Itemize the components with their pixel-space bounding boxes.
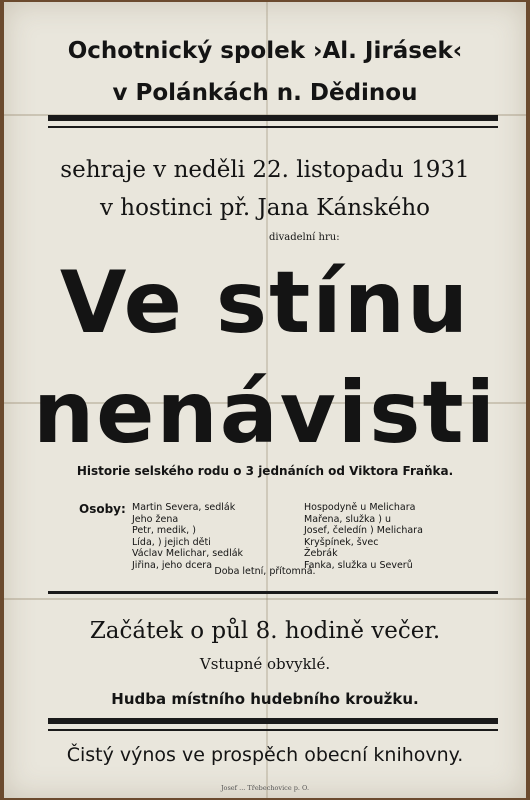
divider-rule [48, 729, 498, 731]
cast-entry: Kryšpínek, švec [304, 536, 379, 548]
play-subtitle: Historie selského rodu o 3 jednáních od Viktora Fraňka. [76, 464, 454, 478]
cast-entry: Jeho žena [132, 513, 179, 525]
cast-list-right [304, 502, 423, 571]
divider-rule [48, 126, 498, 128]
cast-entry: Lída, ) jejich děti [132, 536, 211, 548]
setting-note: Doba letní, přítomná. [214, 566, 316, 577]
event-genre: divadelní hru: [269, 232, 340, 243]
cast-entry: Josef, čeledín ) Melichara [304, 525, 423, 536]
proceeds-note: Čistý výnos ve prospěch obecní knihovny. [66, 744, 464, 766]
cast-entry: Hospodyně u Melichara [304, 502, 416, 513]
cast-entry: Žebrák [304, 548, 338, 559]
organizer-location: v Polánkách n. Dědinou [112, 80, 418, 106]
cast-entry: Fanka, služka u Severů [304, 559, 413, 571]
divider-rule [48, 591, 498, 594]
event-venue: v hostinci př. Jana Kánského [99, 195, 431, 221]
start-time: Začátek o půl 8. hodině večer. [89, 618, 441, 644]
organizer-name: Ochotnický spolek ›Al. Jirásek‹ [67, 38, 463, 64]
cast-list-left [132, 502, 243, 571]
cast-entry: Mařena, služka ) u [304, 513, 391, 525]
divider-rule [48, 718, 498, 724]
event-date: sehraje v neděli 22. listopadu 1931 [60, 157, 470, 183]
cast-entry: Václav Melichar, sedlák [132, 548, 244, 559]
cast-entry: Petr, medik, ) [132, 525, 196, 536]
theatre-poster [4, 2, 526, 798]
play-title-line1: Ve stínu [59, 253, 471, 353]
music-note: Hudba místního hudebního kroužku. [111, 690, 419, 708]
cast-entry: Martin Severa, sedlák [132, 502, 236, 513]
admission: Vstupné obvyklé. [199, 655, 331, 673]
play-title-line2: nenávisti [32, 363, 498, 463]
divider-rule [48, 115, 498, 121]
printer-imprint: Josef ... Třebechovice p. O. [220, 784, 310, 792]
cast-entry: Jiřina, jeho dcera [132, 559, 213, 571]
cast-label: Osoby: [79, 502, 126, 516]
fold-line [4, 598, 526, 600]
